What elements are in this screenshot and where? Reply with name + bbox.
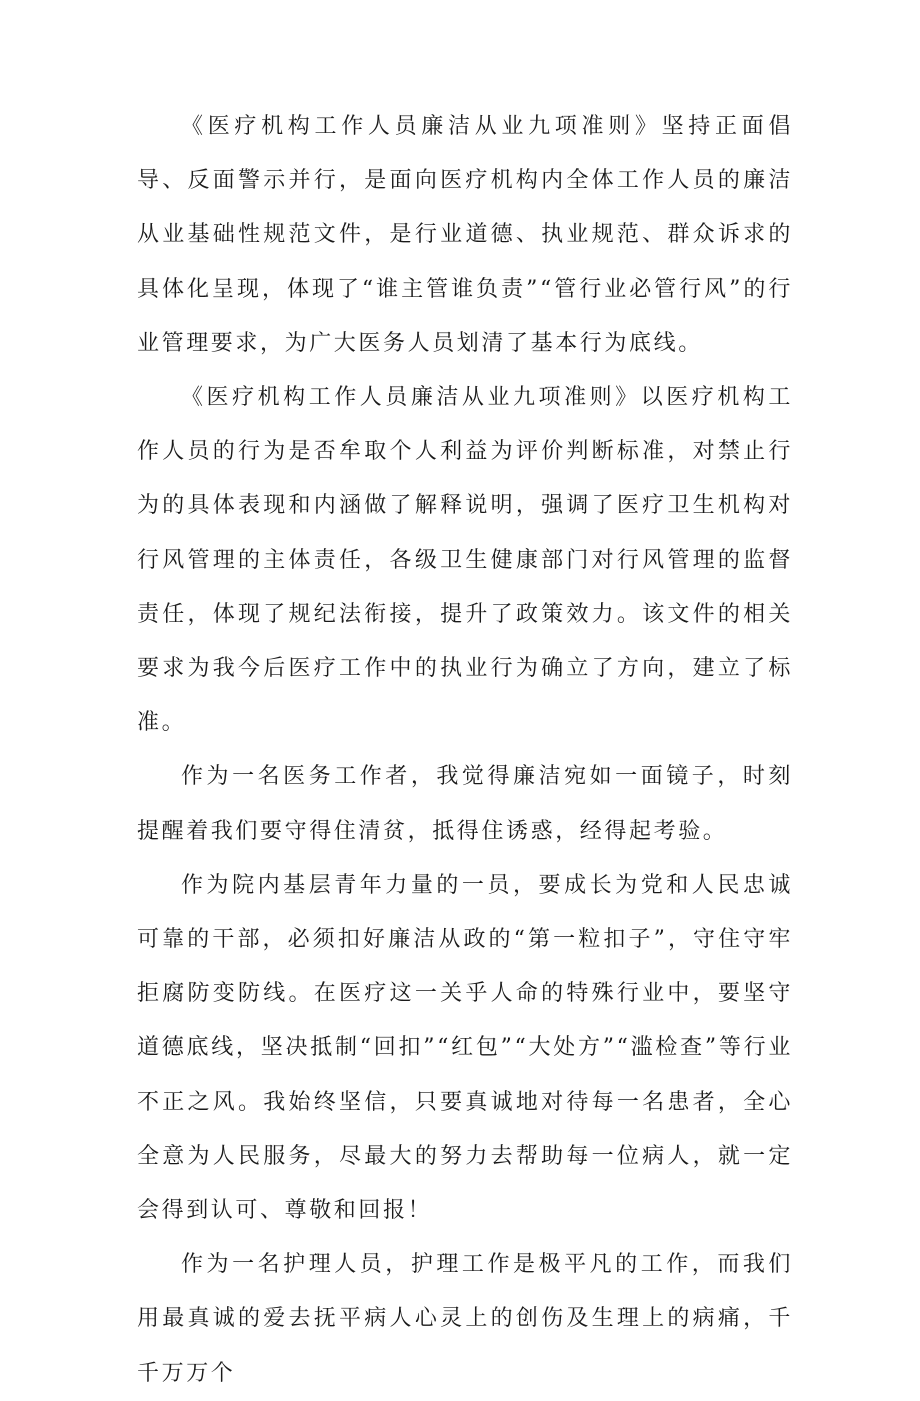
paragraph-5: 作为一名护理人员，护理工作是极平凡的工作，而我们用最真诚的爱去抚平病人心灵上的创伤及生理上的病痛，千千万万个: [137, 1252, 793, 1386]
paragraph-1: 《医疗机构工作人员廉洁从业九项准则》坚持正面倡导、反面警示并行，是面向医疗机构内全体工作人员的廉洁从业基础性规范文件，是行业道德、执业规范、群众诉求的具体化呈现，体现了“谁主管谁负责”“管行业必管行风”的行业管理要求，为广大医务人员划清了基本行为底线。: [137, 114, 793, 356]
paragraph-4: 作为院内基层青年力量的一员，要成长为党和人民忠诚可靠的干部，必须扣好廉洁从政的“第一粒扣子”，守住守牢拒腐防变防线。在医疗这一关乎人命的特殊行业中，要坚守道德底线，坚决抵制“回扣”“红包”“大处方”“滥检查”等行业不正之风。我始终坚信，只要真诚地对待每一名患者，全心全意为人民服务，尽最大的努力去帮助每一位病人，就一定会得到认可、尊敬和回报！: [137, 872, 793, 1224]
document-body: [137, 100, 793, 1401]
paragraph-2: 《医疗机构工作人员廉洁从业九项准则》以医疗机构工作人员的行为是否牟取个人利益为评价判断标准，对禁止行为的具体表现和内涵做了解释说明，强调了医疗卫生机构对行风管理的主体责任，各级卫生健康部门对行风管理的监督责任，体现了规纪法衔接，提升了政策效力。该文件的相关要求为我今后医疗工作中的执业行为确立了方向，建立了标准。: [137, 385, 793, 736]
paragraph-3: 作为一名医务工作者，我觉得廉洁宛如一面镜子，时刻提醒着我们要守得住清贫，抵得住诱惑，经得起考验。: [137, 764, 793, 844]
